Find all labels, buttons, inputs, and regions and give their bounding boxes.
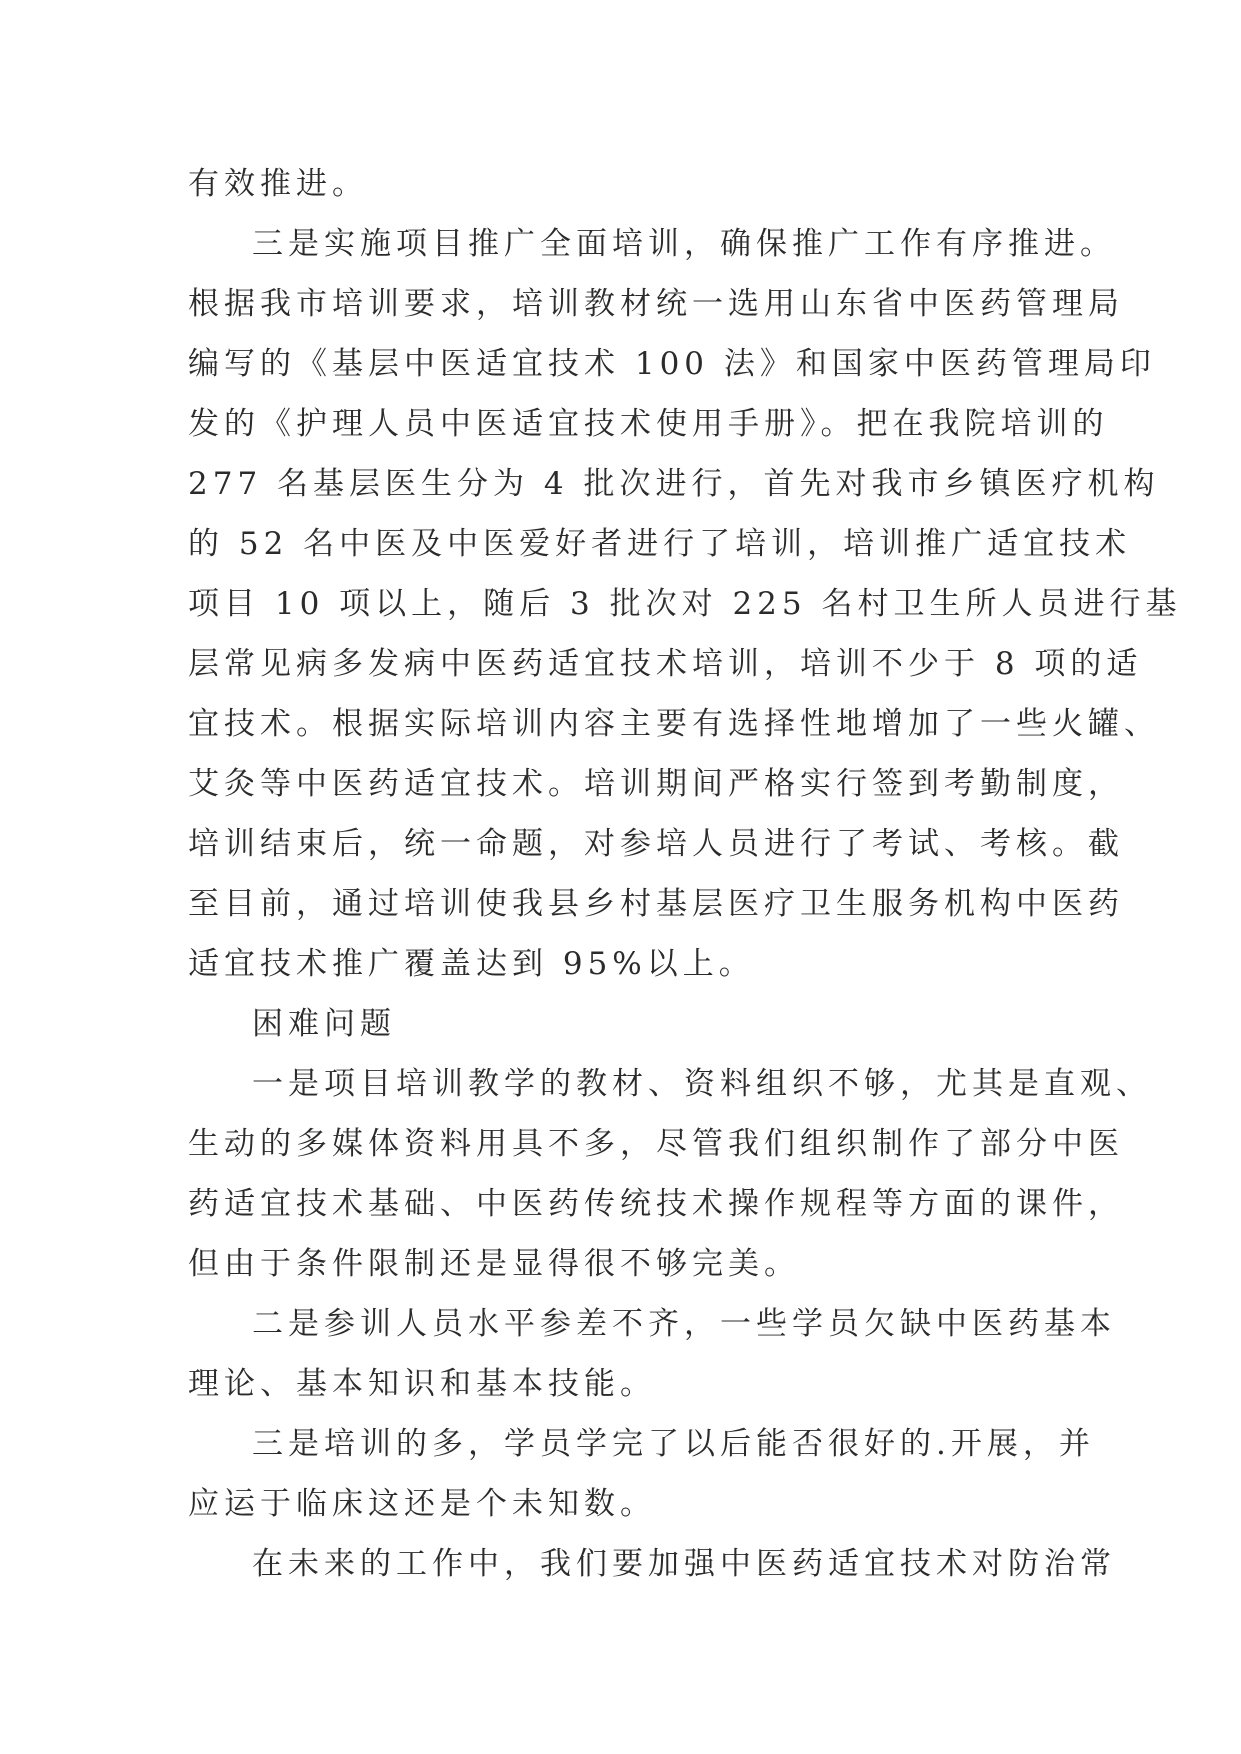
text-line: 艾灸等中医药适宜技术。培训期间严格实行签到考勤制度， bbox=[188, 766, 1124, 802]
text-line: 药适宜技术基础、中医药传统技术操作规程等方面的课件， bbox=[188, 1186, 1124, 1222]
text-line: 应运于临床这还是个未知数。 bbox=[188, 1486, 656, 1522]
text-line: 至目前，通过培训使我县乡村基层医疗卫生服务机构中医药 bbox=[188, 886, 1124, 922]
text-line: 二是参训人员水平参差不齐，一些学员欠缺中医药基本 bbox=[252, 1306, 1116, 1342]
text-line: 三是实施项目推广全面培训，确保推广工作有序推进。 bbox=[252, 226, 1116, 262]
body-text bbox=[188, 154, 1182, 1594]
text-line: 一是项目培训教学的教材、资料组织不够，尤其是直观、 bbox=[252, 1066, 1152, 1102]
text-line: 发的《护理人员中医适宜技术使用手册》。把在我院培训的 bbox=[188, 406, 1109, 442]
section-heading: 困难问题 bbox=[252, 1006, 396, 1042]
text-line: 项目 10 项以上，随后 3 批次对 225 名村卫生所人员进行基 bbox=[188, 586, 1182, 622]
text-line: 编写的《基层中医适宜技术 100 法》和国家中医药管理局印 bbox=[188, 346, 1156, 382]
text-line: 但由于条件限制还是显得很不够完美。 bbox=[188, 1246, 800, 1282]
text-line: 根据我市培训要求，培训教材统一选用山东省中医药管理局 bbox=[188, 286, 1124, 322]
text-line: 三是培训的多，学员学完了以后能否很好的.开展，并 bbox=[252, 1426, 1095, 1462]
text-line: 生动的多媒体资料用具不多，尽管我们组织制作了部分中医 bbox=[188, 1126, 1124, 1162]
text-line: 适宜技术推广覆盖达到 95%以上。 bbox=[188, 946, 755, 982]
text-line: 的 52 名中医及中医爱好者进行了培训，培训推广适宜技术 bbox=[188, 526, 1132, 562]
text-line: 宜技术。根据实际培训内容主要有选择性地增加了一些火罐、 bbox=[188, 706, 1160, 742]
text-line: 培训结束后，统一命题，对参培人员进行了考试、考核。截 bbox=[188, 826, 1124, 862]
text-line: 277 名基层医生分为 4 批次进行，首先对我市乡镇医疗机构 bbox=[188, 466, 1160, 502]
text-line: 有效推进。 bbox=[188, 166, 368, 202]
text-line: 在未来的工作中，我们要加强中医药适宜技术对防治常 bbox=[252, 1546, 1116, 1582]
text-line: 层常见病多发病中医药适宜技术培训，培训不少于 8 项的适 bbox=[188, 646, 1143, 682]
text-line: 理论、基本知识和基本技能。 bbox=[188, 1366, 656, 1402]
